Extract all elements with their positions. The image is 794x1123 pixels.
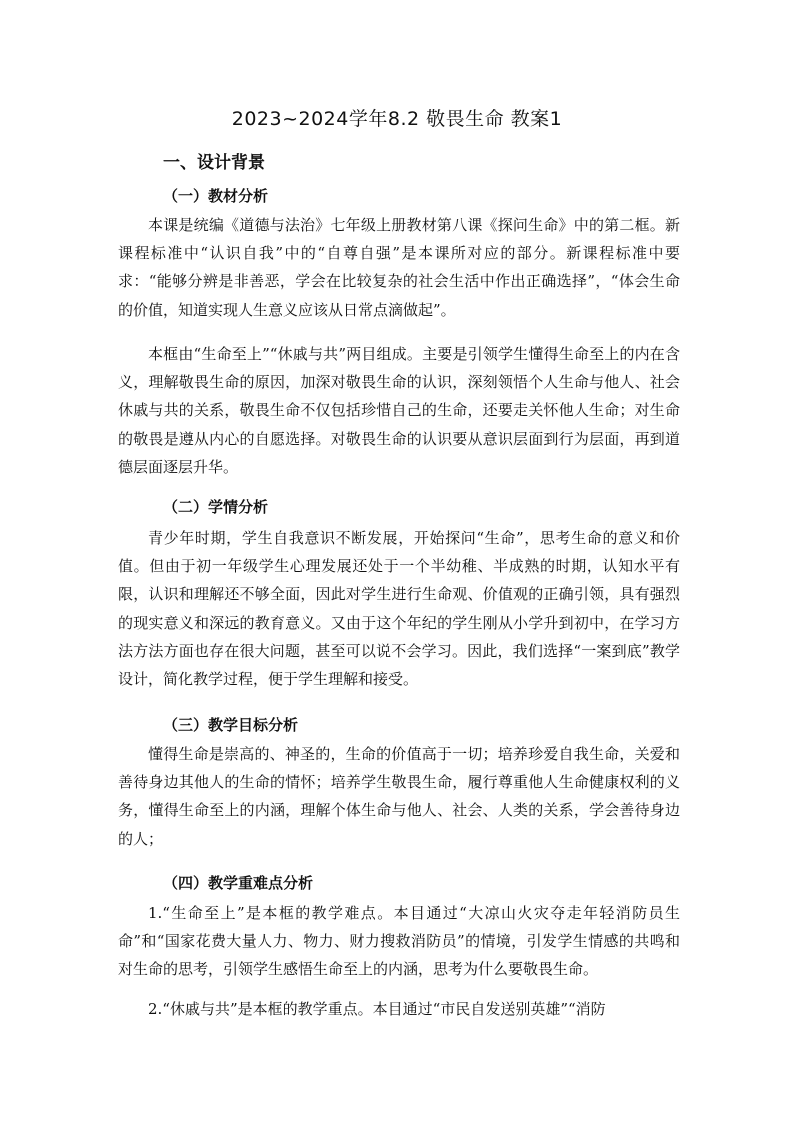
paragraph-key-points-1: 1.“生命至上”是本框的教学难点。本目通过“大凉山火灾夺走年轻消防员生命”和“国家花费大量人力、物力、财力搜救消防员”的情境，引发学生情感的共鸣和对生命的思考，引领学生感悟生命至上的内涵，思考为什么要敬畏生命。 [118, 904, 680, 979]
paragraph-teaching-goals: 懂得生命是崇高的、神圣的，生命的价值高于一切；培养珍爱自我生命，关爱和善待身边其他人的生命的情怀；培养学生敬畏生命，履行尊重他人生命健康权利的义务，懂得生命至上的内涵，理解个体生命与他人、社会、人类的关系，学会善待身边的人； [118, 745, 680, 848]
subsection-heading-teaching-goals: （三）教学目标分析 [163, 716, 299, 734]
subsection-heading-textbook-analysis: （一）教材分析 [163, 187, 269, 205]
document-title: 2023~2024学年8.2 敬畏生命 教案1 [231, 108, 563, 130]
paragraph-key-points-2: 2.“休戚与共”是本框的教学重点。本目通过“市民自发送别英雄”“消防 [148, 1000, 606, 1018]
subsection-heading-student-analysis: （二）学情分析 [163, 498, 269, 516]
subsection-heading-key-points: （四）教学重难点分析 [163, 874, 314, 892]
paragraph-textbook-analysis-2: 本框由“生命至上”“休戚与共”两目组成。主要是引领学生懂得生命至上的内在含义，理解敬畏生命的原因，加深对敬畏生命的认识，深刻领悟个人生命与他人、社会休戚与共的关系，敬畏生命不仅包括珍惜自己的生命，还要走关怀他人生命；对生命的敬畏是遵从内心的自愿选择。对敬畏生命的认识要从意识层面到行为层面，再到道德层面逐层升华。 [118, 345, 680, 476]
paragraph-textbook-analysis-1: 本课是统编《道德与法治》七年级上册教材第八课《探问生命》中的第二框。新课程标准中“认识自我”中的“自尊自强”是本课所对应的部分。新课程标准中要求：“能够分辨是非善恶，学会在比较复杂的社会生活中作出正确选择”，“体会生命的价值，知道实现人生意义应该从日常点滴做起”。 [118, 216, 680, 319]
paragraph-student-analysis: 青少年时期，学生自我意识不断发展，开始探问“生命”，思考生命的意义和价值。但由于初一年级学生心理发展还处于一个半幼稚、半成熟的时期，认知水平有限，认识和理解还不够全面，因此对学生进行生命观、价值观的正确引领，具有强烈的现实意义和深远的教育意义。又由于这个年纪的学生刚从小学升到初中，在学习方法方法方面也存在很大问题，甚至可以说不会学习。因此，我们选择“一案到底”教学设计，简化教学过程，便于学生理解和接受。 [118, 529, 680, 689]
section-heading-design-background: 一、设计背景 [163, 153, 265, 173]
